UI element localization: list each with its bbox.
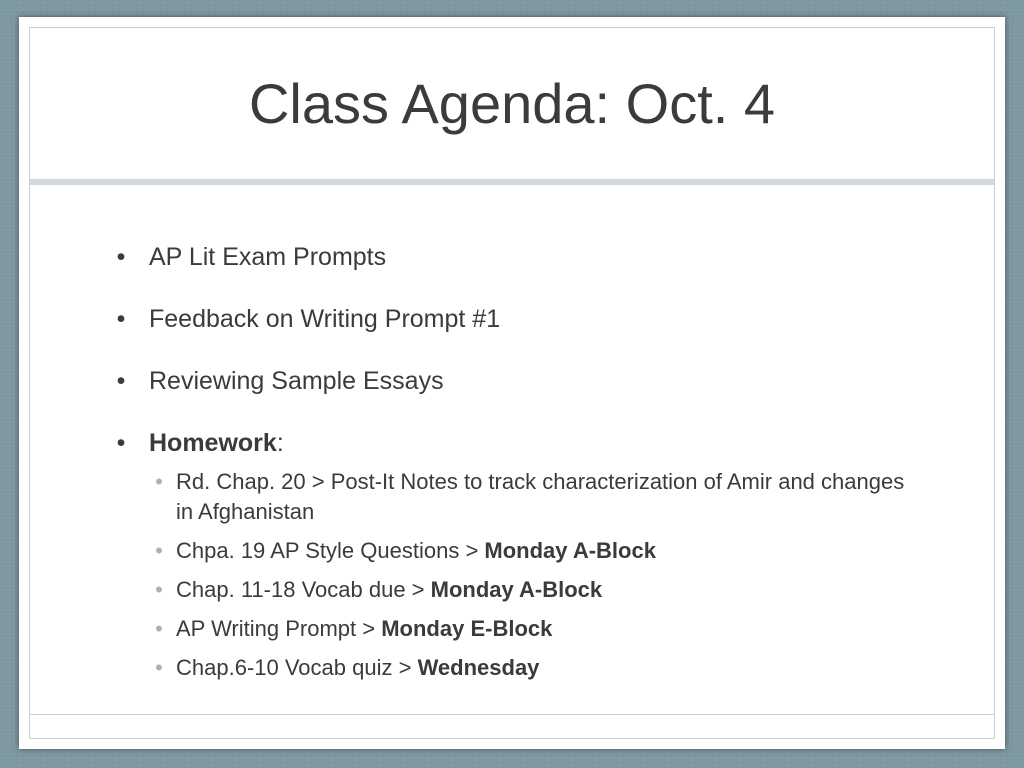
bullet-item [111,241,911,273]
sub-bullet-icon: • [155,577,163,602]
bullet-item [111,303,911,335]
slide-title: Class Agenda: Oct. 4 [248,72,776,135]
slide [19,17,1005,749]
sub-bullet-icon: • [155,655,163,680]
bullet-icon: • [116,305,126,333]
sub-bullet-icon: • [155,538,163,563]
homework-item-text: Rd. Chap. 20 > Post-It Notes to track characterization of Amir and changes in Afghanistan [176,469,905,524]
homework-item [111,467,911,527]
homework-item [111,575,911,605]
homework-item-due: Monday A-Block [484,538,656,563]
homework-item-text: Chap. 11-18 Vocab due > [176,577,431,602]
homework-item-text: Chpa. 19 AP Style Questions > [176,538,485,563]
bullet-icon: • [116,429,126,457]
bullet-icon: • [116,243,126,271]
homework-item-text: Chap.6-10 Vocab quiz > [176,655,418,680]
bullet-icon: • [116,367,126,395]
bullet-text: Feedback on Writing Prompt #1 [149,305,501,333]
sub-bullet-icon: • [155,616,163,641]
homework-item-text: AP Writing Prompt > [176,616,382,641]
homework-item [111,614,911,644]
homework-colon: : [276,429,284,457]
title-divider [30,179,994,185]
bullet-item-homework [111,427,911,459]
homework-item-due: Monday A-Block [430,577,603,602]
slide-content [111,241,911,692]
homework-heading: Homework [149,429,277,457]
homework-item-due: Monday E-Block [381,616,553,641]
bullet-text: AP Lit Exam Prompts [149,243,387,271]
footer-divider [30,714,994,715]
homework-item [111,536,911,566]
bullet-item [111,365,911,397]
homework-item [111,653,911,683]
bullet-text: Reviewing Sample Essays [149,367,444,395]
sub-bullet-icon: • [155,469,163,494]
homework-item-due: Wednesday [417,655,540,680]
